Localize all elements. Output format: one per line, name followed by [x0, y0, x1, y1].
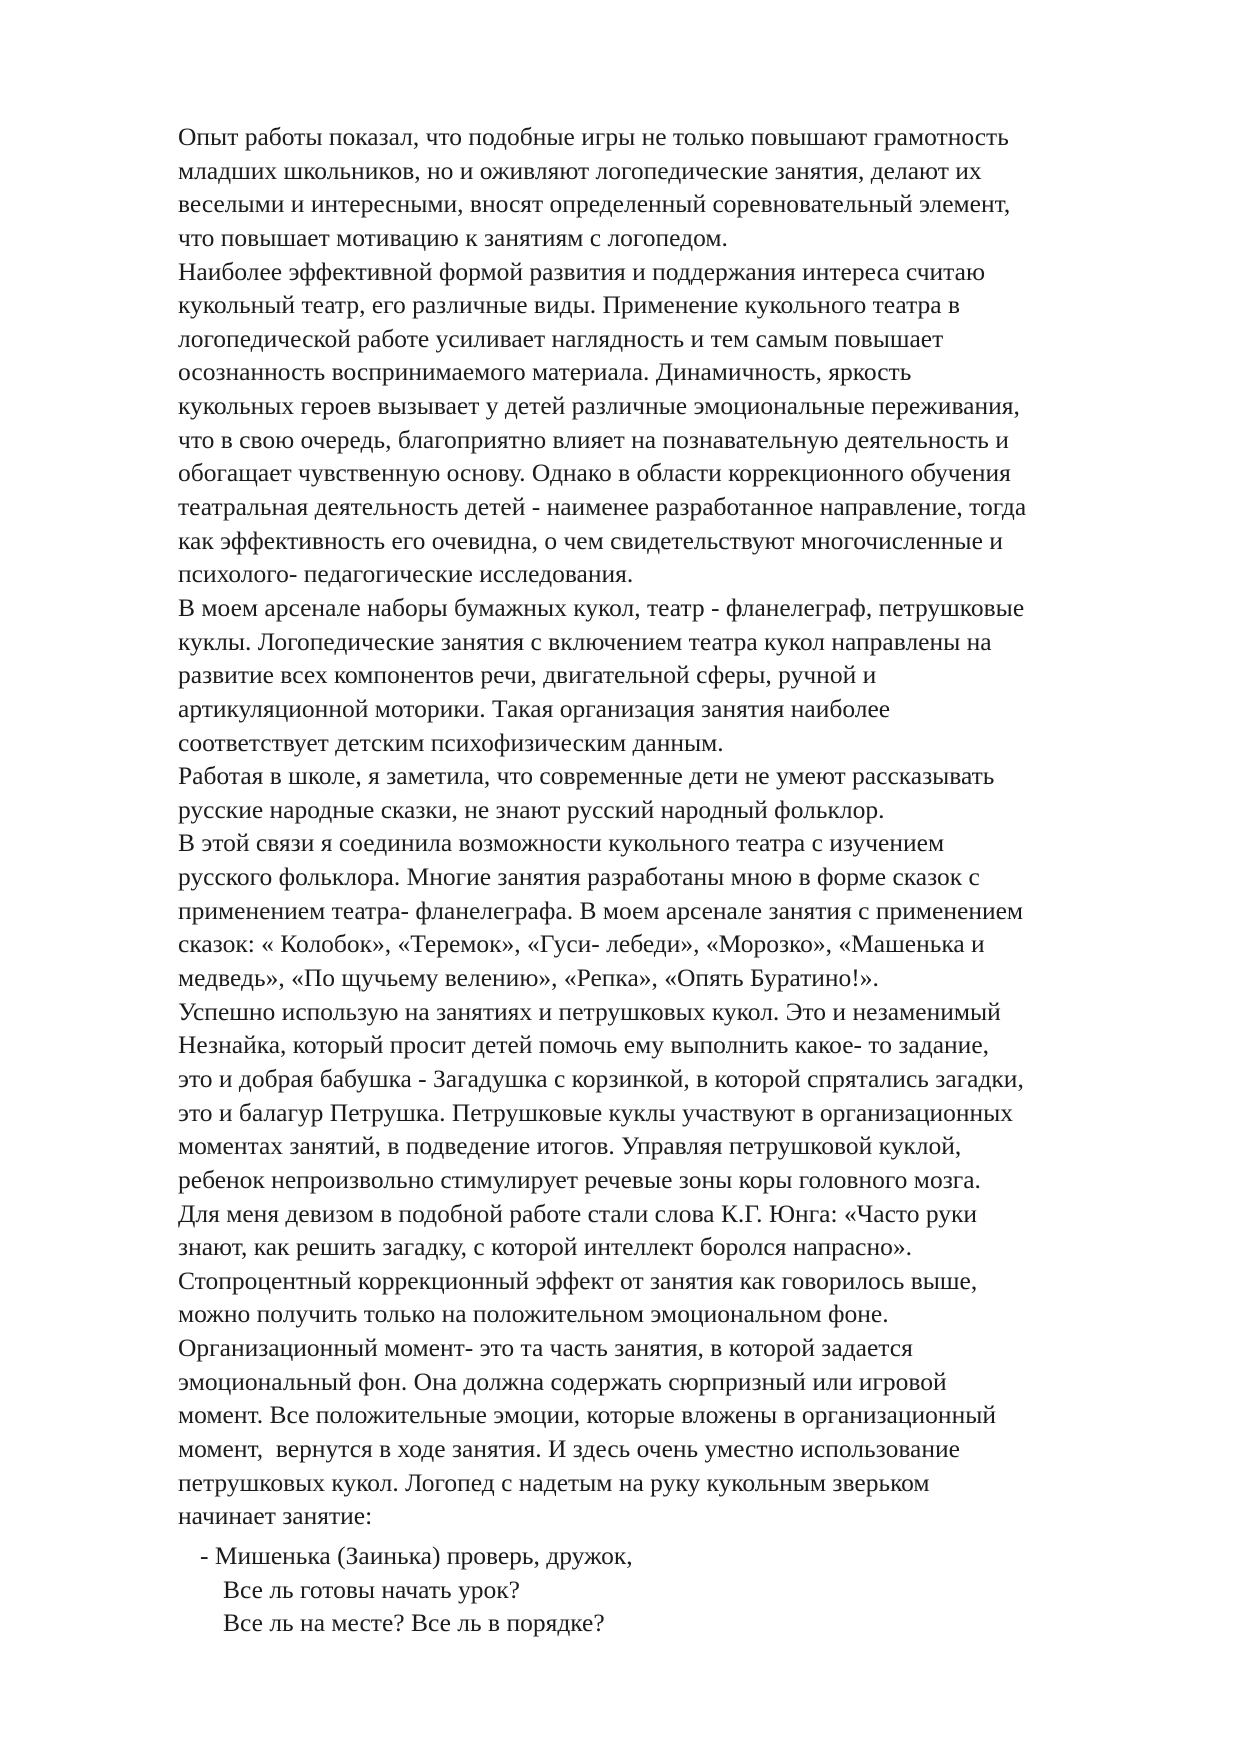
text-line: это и балагур Петрушка. Петрушковые куклы участвуют в организационных — [178, 1097, 1014, 1127]
text-line: Стопроцентный коррекционный эффект от занятия как говорилось выше, — [178, 1265, 978, 1295]
text-line: психолого- педагогические исследования. — [178, 559, 634, 589]
text-line: петрушковых кукол. Логопед с надетым на руку кукольным зверьком — [178, 1467, 930, 1497]
text-line: обогащает чувственную основу. Однако в области коррекционного обучения — [178, 458, 1011, 488]
text-line: Успешно использую на занятиях и петрушковых кукол. Это и незаменимый — [178, 996, 1001, 1026]
text-line: русские народные сказки, не знают русский народный фольклор. — [178, 794, 885, 824]
text-line: как эффективность его очевидна, о чем свидетельствуют многочисленные и — [178, 525, 1003, 555]
text-line: куклы. Логопедические занятия с включением театра кукол направлены на — [178, 626, 992, 656]
text-line: знают, как решить загадку, с которой интеллект боролся напрасно». — [178, 1232, 913, 1262]
text-line: начинает занятие: — [178, 1501, 373, 1531]
text-line: В этой связи я соединила возможности кукольного театра с изучением — [178, 828, 945, 858]
text-line: кукольных героев вызывает у детей различные эмоциональные переживания, — [178, 391, 1020, 421]
text-line: применением театра- фланелеграфа. В моем арсенале занятия с применением — [178, 895, 1024, 925]
text-line: В моем арсенале наборы бумажных кукол, театр - фланелеграф, петрушковые — [178, 592, 1025, 622]
text-line: Работая в школе, я заметила, что современные дети не умеют рассказывать — [178, 761, 995, 791]
text-line: русского фольклора. Многие занятия разработаны мною в форме сказок с — [178, 862, 980, 892]
poem-line: - Мишенька (Заинька) проверь, дружок, — [200, 1540, 633, 1570]
poem-line: Все ль на месте? Все ль в порядке? — [223, 1608, 605, 1638]
document-body — [178, 120, 1178, 1640]
poem-line: Все ль готовы начать урок? — [223, 1574, 520, 1604]
text-line: это и добрая бабушка - Загадушка с корзинкой, в которой спрятались загадки, — [178, 1063, 1024, 1093]
text-line: артикуляционной моторики. Такая организация занятия наиболее — [178, 693, 891, 723]
text-line: что в свою очередь, благоприятно влияет на познавательную деятельность и — [178, 424, 1009, 454]
text-line: Организационный момент- это та часть занятия, в которой задается — [178, 1333, 913, 1363]
text-line: младших школьников, но и оживляют логопедические занятия, делают их — [178, 155, 982, 185]
text-line: веселыми и интересными, вносят определенный соревновательный элемент, — [178, 189, 1011, 219]
text-line: Незнайка, который просит детей помочь ему выполнить какое- то задание, — [178, 1030, 990, 1060]
poem-block — [178, 1539, 1178, 1640]
text-line: что повышает мотивацию к занятиям с логопедом. — [178, 222, 728, 252]
text-line: эмоциональный фон. Она должна содержать сюрпризный или игровой — [178, 1366, 947, 1396]
text-line: момент, вернутся в ходе занятия. И здесь очень уместно использование — [178, 1433, 960, 1463]
text-line: Наиболее эффективной формой развития и поддержания интереса считаю — [178, 256, 985, 286]
text-line: можно получить только на положительном эмоциональном фоне. — [178, 1299, 889, 1329]
text-line: сказок: « Колобок», «Теремок», «Гуси- лебеди», «Морозко», «Машенька и — [178, 929, 985, 959]
text-line: логопедической работе усиливает наглядность и тем самым повышает — [178, 323, 944, 353]
text-line: развитие всех компонентов речи, двигательной сферы, ручной и — [178, 660, 877, 690]
text-line: момент. Все положительные эмоции, которые вложены в организационный — [178, 1400, 996, 1430]
text-line: кукольный театр, его различные виды. Применение кукольного театра в — [178, 290, 961, 320]
text-line: соответствует детским психофизическим данным. — [178, 727, 724, 757]
text-line: осознанность воспринимаемого материала. Динамичность, яркость — [178, 357, 912, 387]
text-line: Для меня девизом в подобной работе стали слова К.Г. Юнга: «Часто руки — [178, 1198, 978, 1228]
text-line: медведь», «По щучьему велению», «Репка», «Опять Буратино!». — [178, 963, 879, 993]
text-line: ребенок непроизвольно стимулирует речевые зоны коры головного мозга. — [178, 1164, 981, 1194]
text-line: театральная деятельность детей - наименее разработанное направление, тогда — [178, 492, 1027, 522]
text-line: Опыт работы показал, что подобные игры не только повышают грамотность — [178, 122, 1009, 151]
text-line: моментах занятий, в подведение итогов. Управляя петрушковой куклой, — [178, 1131, 962, 1161]
